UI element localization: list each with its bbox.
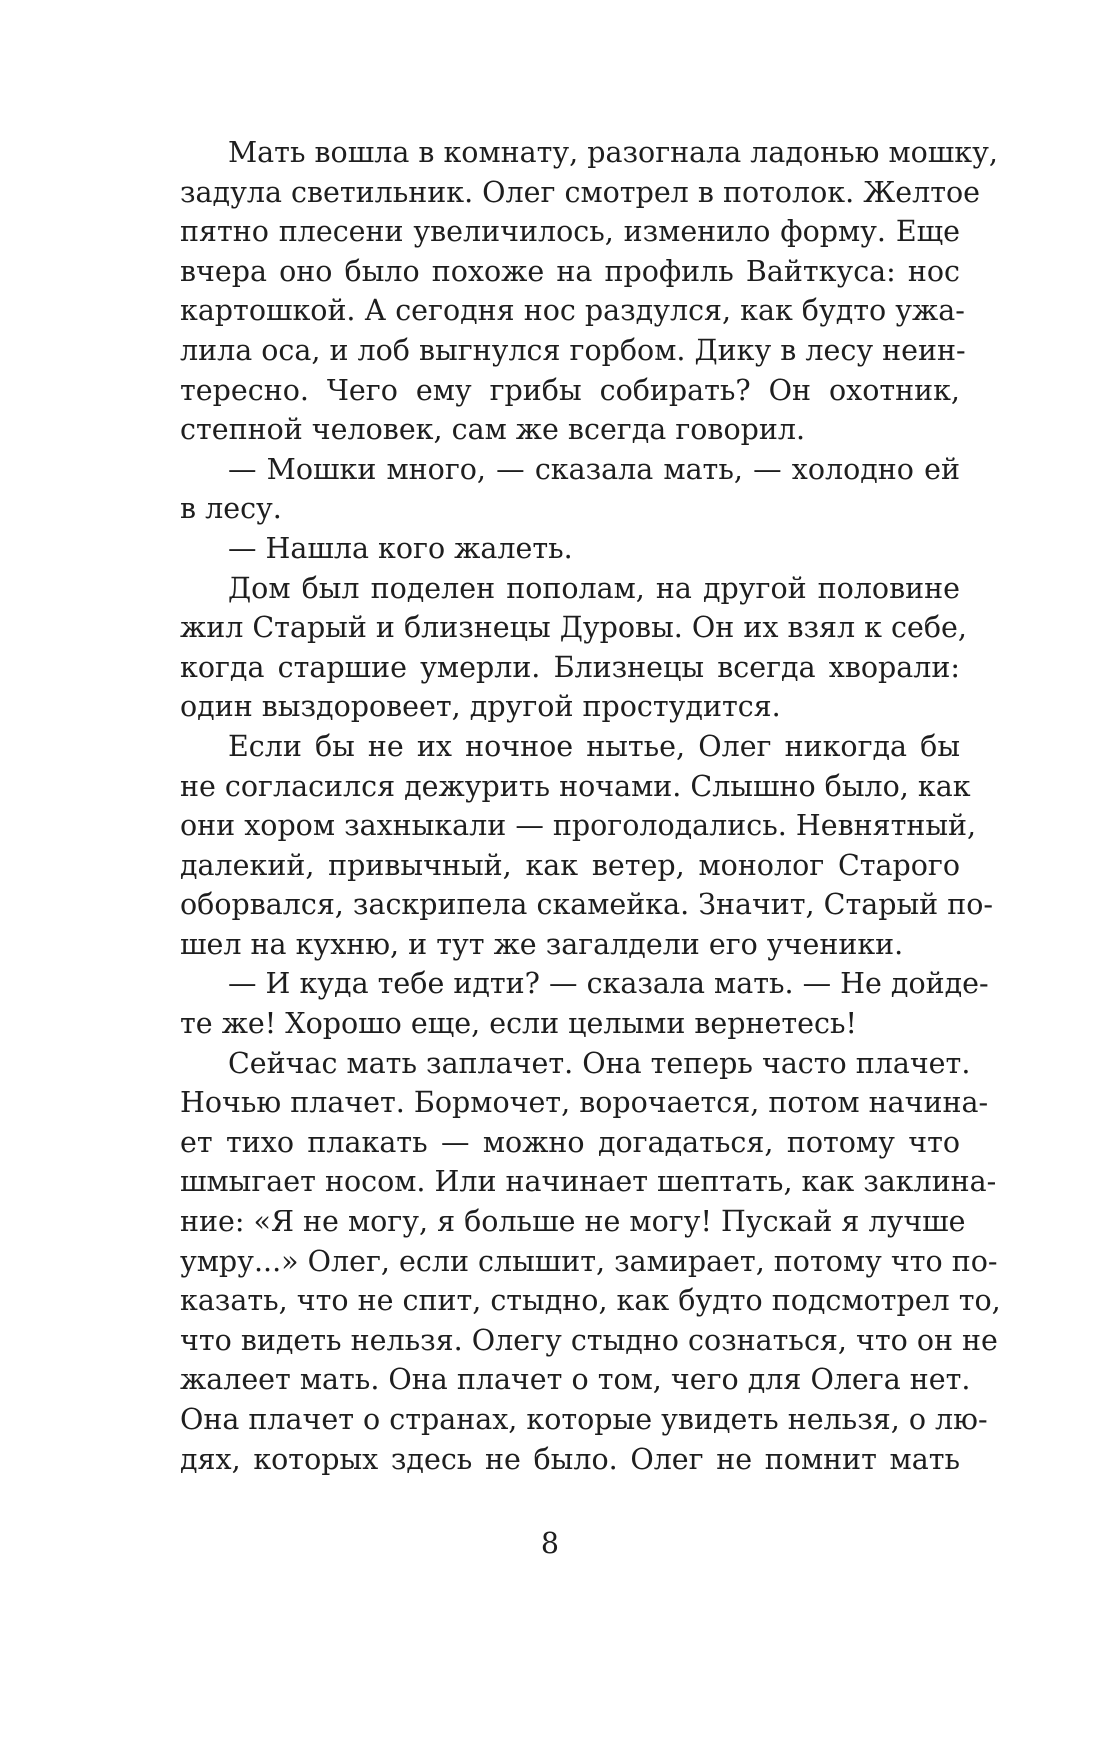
text-line: картошкой. А сегодня нос раздулся, как будто ужа- xyxy=(180,294,965,328)
text-line: Ночью плачет. Бормочет, ворочается, потом начина- xyxy=(180,1086,989,1120)
text-line: они хором захныкали — проголодались. Невнятный, xyxy=(180,809,977,843)
text-line: Сейчас мать заплачет. Она теперь часто плачет. xyxy=(228,1046,971,1080)
text-line: шмыгает носом. Или начинает шептать, как заклина- xyxy=(180,1165,997,1199)
text-line: один выздоровеет, другой простудится. xyxy=(180,690,781,724)
text-line: жил Старый и близнецы Дуровы. Он их взял к себе, xyxy=(180,611,967,645)
text-line: Дом был поделен пополам, на другой половине xyxy=(228,571,960,605)
text-line: в лесу. xyxy=(180,492,282,526)
text-line: что видеть нельзя. Олегу стыдно сознаться, что он не xyxy=(180,1323,998,1357)
text-line: — И куда тебе идти? — сказала мать. — Не дойде- xyxy=(228,967,989,1001)
text-line: — Нашла кого жалеть. xyxy=(228,531,573,565)
text-line: Мать вошла в комнату, разогнала ладонью мошку, xyxy=(228,136,998,169)
text-line: те же! Хорошо еще, если целыми вернетесь! xyxy=(180,1007,857,1041)
text-line: ет тихо плакать — можно догадаться, потому что xyxy=(180,1125,960,1159)
text-line: ние: «Я не могу, я больше не могу! Пускай я лучше xyxy=(180,1205,966,1239)
text-line: шел на кухню, и тут же загалдели его ученики. xyxy=(180,927,904,961)
text-line: оборвался, заскрипела скамейка. Значит, Старый по- xyxy=(180,888,994,922)
page-number: 8 xyxy=(540,1527,560,1560)
text-line: пятно плесени увеличилось, изменило форму. Еще xyxy=(180,215,960,249)
text-line: лила оса, и лоб выгнулся горбом. Дику в лесу неин- xyxy=(180,333,966,367)
body-text xyxy=(180,133,1001,1479)
text-line: далекий, привычный, как ветер, монолог Старого xyxy=(180,848,960,882)
text-line: умру...» Олег, если слышит, замирает, потому что по- xyxy=(180,1244,998,1278)
text-line: дях, которых здесь не было. Олег не помнит мать xyxy=(180,1442,960,1476)
text-line: задула светильник. Олег смотрел в потолок. Желтое xyxy=(180,175,981,209)
text-line: тересно. Чего ему грибы собирать? Он охотник, xyxy=(180,373,960,407)
text-line: когда старшие умерли. Близнецы всегда хворали: xyxy=(180,650,960,684)
text-line: жалеет мать. Она плачет о том, чего для Олега нет. xyxy=(180,1363,971,1397)
text-line: степной человек, сам же всегда говорил. xyxy=(180,413,806,447)
text-line: Если бы не их ночное нытье, Олег никогда бы xyxy=(228,729,960,763)
text-line: вчера оно было похоже на профиль Вайткуса: нос xyxy=(180,254,960,288)
text-line: казать, что не спит, стыдно, как будто подсмотрел то, xyxy=(180,1284,1001,1318)
text-line: не согласился дежурить ночами. Слышно было, как xyxy=(180,769,971,803)
text-line: — Мошки много, — сказала мать, — холодно ей xyxy=(228,452,960,486)
text-line: Она плачет о странах, которые увидеть нельзя, о лю- xyxy=(180,1403,988,1436)
